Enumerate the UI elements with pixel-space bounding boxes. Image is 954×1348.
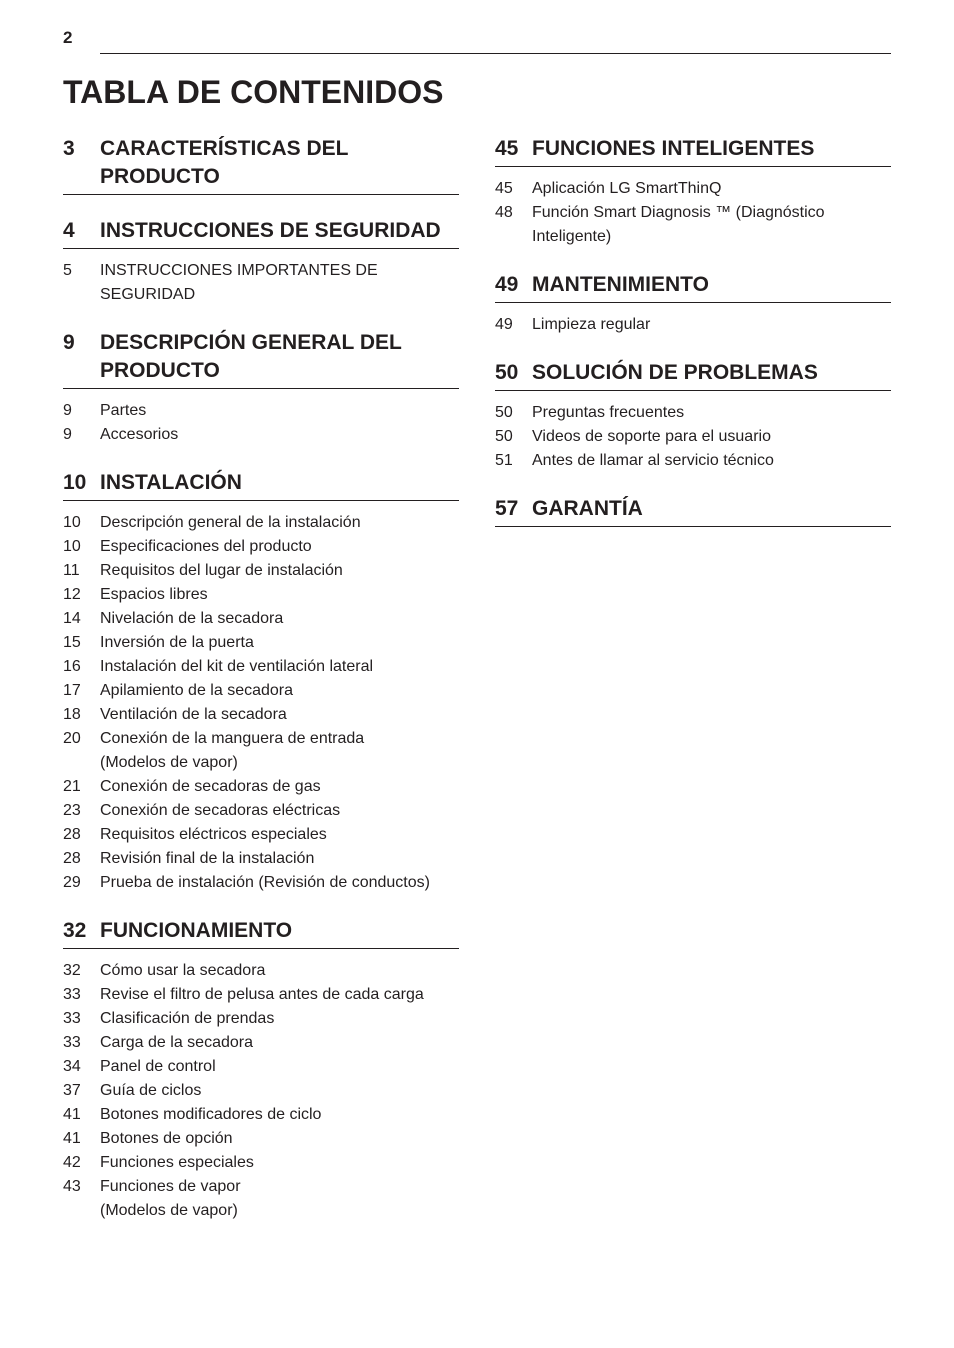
section-title-line: FUNCIONES INTELIGENTES	[532, 137, 815, 160]
entry-title	[100, 423, 459, 447]
toc-section-descripcion-general-del-producto	[63, 329, 459, 447]
entry-page-number: 41	[63, 1130, 81, 1147]
entry-page-number: 48	[495, 204, 513, 221]
section-title-line: FUNCIONAMIENTO	[100, 919, 293, 942]
section-title	[532, 359, 891, 387]
toc-entry[interactable]	[495, 449, 891, 473]
entry-title	[100, 655, 459, 679]
toc-entry-list	[495, 177, 891, 249]
entry-title-line: Inversión de la puerta	[100, 634, 254, 651]
entry-title	[100, 847, 459, 871]
entry-title-line: Conexión de secadoras eléctricas	[100, 802, 341, 819]
entry-page-number: 11	[63, 562, 80, 579]
entry-title	[532, 313, 891, 337]
toc-entry-list	[63, 259, 459, 307]
entry-title-line: Función Smart Diagnosis ™ (Diagnóstico	[532, 204, 825, 221]
entry-title-line: SEGURIDAD	[100, 286, 196, 303]
toc-section-mantenimiento	[495, 271, 891, 337]
toc-entry[interactable]	[63, 423, 459, 447]
entry-title-line: Panel de control	[100, 1058, 216, 1075]
toc-entry[interactable]	[63, 1031, 459, 1055]
toc-entry[interactable]	[495, 401, 891, 425]
toc-entry[interactable]	[63, 959, 459, 983]
entry-title-line: Revise el filtro de pelusa antes de cada carga	[100, 986, 424, 1003]
toc-entry-list	[495, 401, 891, 473]
page-number: 2	[63, 28, 73, 47]
entry-page-number: 33	[63, 1034, 81, 1051]
entry-page-number: 14	[63, 610, 81, 627]
section-title-line: INSTRUCCIONES DE SEGURIDAD	[100, 219, 441, 242]
entry-title	[100, 871, 459, 895]
entry-title	[100, 1151, 459, 1175]
section-page-number: 4	[63, 219, 75, 242]
entry-title-line: Requisitos eléctricos especiales	[100, 826, 327, 843]
page-title: TABLA DE CONTENIDOS	[63, 74, 444, 110]
entry-title-line: Partes	[100, 402, 147, 419]
entry-page-number: 21	[63, 778, 81, 795]
entry-title	[100, 1103, 459, 1127]
entry-title-line: Antes de llamar al servicio técnico	[532, 452, 774, 469]
entry-page-number: 33	[63, 1010, 81, 1027]
entry-title	[532, 177, 891, 201]
entry-title	[100, 559, 459, 583]
section-title-line: PRODUCTO	[100, 165, 220, 188]
toc-entry[interactable]	[63, 703, 459, 727]
section-page-number: 10	[63, 471, 87, 494]
entry-title	[100, 1175, 459, 1223]
entry-title	[100, 399, 459, 423]
toc-entry[interactable]	[495, 201, 891, 249]
entry-title-line: Revisión final de la instalación	[100, 850, 315, 867]
entry-title	[100, 823, 459, 847]
entry-page-number: 42	[63, 1154, 81, 1171]
entry-title-line: Apilamiento de la secadora	[100, 682, 294, 699]
entry-title	[100, 1007, 459, 1031]
toc-entry-list	[495, 313, 891, 337]
section-title	[100, 469, 459, 497]
entry-page-number: 9	[63, 402, 72, 419]
toc-entry[interactable]	[63, 631, 459, 655]
entry-title-line: Ventilación de la secadora	[100, 706, 287, 723]
toc-section-heading[interactable]	[495, 359, 891, 391]
toc-entry[interactable]	[63, 259, 459, 307]
entry-title	[100, 1079, 459, 1103]
toc-entry[interactable]	[63, 1079, 459, 1103]
entry-page-number: 12	[63, 586, 81, 603]
toc-entry[interactable]	[63, 983, 459, 1007]
entry-page-number: 18	[63, 706, 81, 723]
toc-entry[interactable]	[63, 399, 459, 423]
section-title-line: MANTENIMIENTO	[532, 273, 709, 296]
entry-title-line: Inteligente)	[532, 228, 612, 245]
entry-page-number: 23	[63, 802, 81, 819]
toc-entry[interactable]	[63, 535, 459, 559]
entry-title-line: Preguntas frecuentes	[532, 404, 685, 421]
toc-entry[interactable]	[63, 1103, 459, 1127]
toc-entry[interactable]	[63, 679, 459, 703]
toc-entry[interactable]	[63, 871, 459, 895]
header-rule	[100, 53, 891, 54]
entry-title	[100, 983, 459, 1007]
entry-title-line: Botones de opción	[100, 1130, 233, 1147]
toc-entry[interactable]	[63, 1127, 459, 1151]
section-title-line: DESCRIPCIÓN GENERAL DEL	[100, 331, 402, 354]
entry-title-line: Requisitos del lugar de instalación	[100, 562, 343, 579]
entry-page-number: 49	[495, 316, 513, 333]
entry-page-number: 28	[63, 850, 81, 867]
toc-entry[interactable]	[63, 1151, 459, 1175]
entry-title-line: Botones modificadores de ciclo	[100, 1106, 322, 1123]
toc-section-heading[interactable]	[63, 917, 459, 949]
section-page-number: 57	[495, 497, 519, 520]
toc-entry-list	[63, 959, 459, 1223]
toc-right-column	[495, 135, 891, 549]
entry-title-line: Videos de soporte para el usuario	[532, 428, 771, 445]
section-title-line: GARANTÍA	[532, 497, 643, 520]
entry-title	[100, 1031, 459, 1055]
toc-section-heading[interactable]	[63, 217, 459, 249]
toc-section-heading[interactable]	[495, 271, 891, 303]
entry-page-number: 50	[495, 428, 513, 445]
toc-entry[interactable]	[495, 177, 891, 201]
section-page-number: 9	[63, 331, 75, 354]
section-title	[100, 329, 459, 385]
entry-page-number: 34	[63, 1058, 81, 1075]
entry-title-line: Instalación del kit de ventilación lateral	[100, 658, 374, 675]
entry-title-line: Especificaciones del producto	[100, 538, 312, 555]
toc-section-caracteristicas-del-producto	[63, 135, 459, 195]
entry-page-number: 9	[63, 426, 72, 443]
section-page-number: 3	[63, 137, 75, 160]
entry-title	[100, 727, 459, 775]
entry-title-line: Espacios libres	[100, 586, 208, 603]
entry-page-number: 43	[63, 1178, 81, 1195]
entry-title	[100, 1055, 459, 1079]
section-title	[100, 917, 459, 945]
entry-title-line: Carga de la secadora	[100, 1034, 253, 1051]
entry-page-number: 15	[63, 634, 81, 651]
entry-page-number: 10	[63, 514, 81, 531]
entry-title	[100, 631, 459, 655]
entry-title-line: Limpieza regular	[532, 316, 651, 333]
toc-section-instalacion	[63, 469, 459, 895]
entry-title	[100, 679, 459, 703]
toc-section-solucion-de-problemas	[495, 359, 891, 473]
entry-title	[532, 425, 891, 449]
entry-page-number: 41	[63, 1106, 81, 1123]
toc-entry[interactable]	[495, 313, 891, 337]
entry-title-line: Clasificación de prendas	[100, 1010, 275, 1027]
toc-entry[interactable]	[63, 559, 459, 583]
toc-entry[interactable]	[63, 583, 459, 607]
toc-section-funcionamiento	[63, 917, 459, 1223]
section-title	[100, 217, 459, 245]
entry-title-line: Funciones especiales	[100, 1154, 254, 1171]
entry-page-number: 28	[63, 826, 81, 843]
section-title-line: INSTALACIÓN	[100, 471, 242, 494]
entry-title	[100, 511, 459, 535]
toc-section-instrucciones-de-seguridad	[63, 217, 459, 307]
toc-entry[interactable]	[63, 1175, 459, 1223]
entry-page-number: 17	[63, 682, 81, 699]
entry-page-number: 33	[63, 986, 81, 1003]
entry-title-line: (Modelos de vapor)	[100, 754, 238, 771]
section-page-number: 32	[63, 919, 87, 942]
toc-section-funciones-inteligentes	[495, 135, 891, 249]
entry-page-number: 51	[495, 452, 513, 469]
entry-page-number: 10	[63, 538, 81, 555]
entry-page-number: 5	[63, 262, 72, 279]
entry-title	[532, 201, 891, 249]
entry-title	[100, 583, 459, 607]
toc-entry[interactable]	[63, 775, 459, 799]
toc-entry[interactable]	[63, 847, 459, 871]
section-title-line: SOLUCIÓN DE PROBLEMAS	[532, 361, 818, 384]
entry-title-line: Accesorios	[100, 426, 179, 443]
entry-page-number: 37	[63, 1082, 81, 1099]
toc-entry[interactable]	[63, 799, 459, 823]
section-title-line: PRODUCTO	[100, 359, 220, 382]
section-title	[100, 135, 459, 191]
entry-title	[100, 799, 459, 823]
entry-title-line: Guía de ciclos	[100, 1082, 202, 1099]
section-title	[532, 495, 891, 523]
entry-title	[532, 401, 891, 425]
toc-entry-list	[63, 511, 459, 895]
entry-title-line: Nivelación de la secadora	[100, 610, 284, 627]
entry-title-line: Funciones de vapor	[100, 1178, 241, 1195]
entry-title	[100, 775, 459, 799]
toc-entry[interactable]	[63, 1055, 459, 1079]
toc-section-heading[interactable]	[63, 469, 459, 501]
toc-entry[interactable]	[495, 425, 891, 449]
toc-left-column	[63, 135, 459, 1245]
entry-title-line: Aplicación LG SmartThinQ	[532, 180, 722, 197]
entry-title	[100, 535, 459, 559]
toc-section-heading[interactable]	[495, 495, 891, 527]
entry-title	[100, 607, 459, 631]
entry-title	[100, 703, 459, 727]
entry-page-number: 32	[63, 962, 81, 979]
toc-section-heading[interactable]	[495, 135, 891, 167]
section-page-number: 49	[495, 273, 519, 296]
entry-title-line: Descripción general de la instalación	[100, 514, 361, 531]
entry-title-line: Prueba de instalación (Revisión de conductos)	[100, 874, 430, 891]
entry-page-number: 45	[495, 180, 513, 197]
entry-title-line: Conexión de secadoras de gas	[100, 778, 321, 795]
entry-title	[532, 449, 891, 473]
toc-entry[interactable]	[63, 607, 459, 631]
entry-title	[100, 259, 459, 307]
entry-title	[100, 959, 459, 983]
section-title-line: CARACTERÍSTICAS DEL	[100, 137, 349, 160]
entry-title-line: (Modelos de vapor)	[100, 1202, 238, 1219]
toc-section-heading[interactable]	[63, 329, 459, 389]
section-page-number: 50	[495, 361, 519, 384]
section-title	[532, 135, 891, 163]
section-title	[532, 271, 891, 299]
toc-entry-list	[63, 399, 459, 447]
toc-entry[interactable]	[63, 727, 459, 775]
entry-title-line: Cómo usar la secadora	[100, 962, 266, 979]
entry-page-number: 20	[63, 730, 81, 747]
toc-entry[interactable]	[63, 1007, 459, 1031]
section-page-number: 45	[495, 137, 519, 160]
entry-page-number: 16	[63, 658, 81, 675]
entry-title-line: Conexión de la manguera de entrada	[100, 730, 365, 747]
toc-entry[interactable]	[63, 655, 459, 679]
entry-title-line: INSTRUCCIONES IMPORTANTES DE	[100, 262, 378, 279]
toc-section-garantia	[495, 495, 891, 527]
entry-page-number: 29	[63, 874, 81, 891]
toc-entry[interactable]	[63, 823, 459, 847]
entry-page-number: 50	[495, 404, 513, 421]
toc-entry[interactable]	[63, 511, 459, 535]
entry-title	[100, 1127, 459, 1151]
toc-section-heading[interactable]	[63, 135, 459, 195]
